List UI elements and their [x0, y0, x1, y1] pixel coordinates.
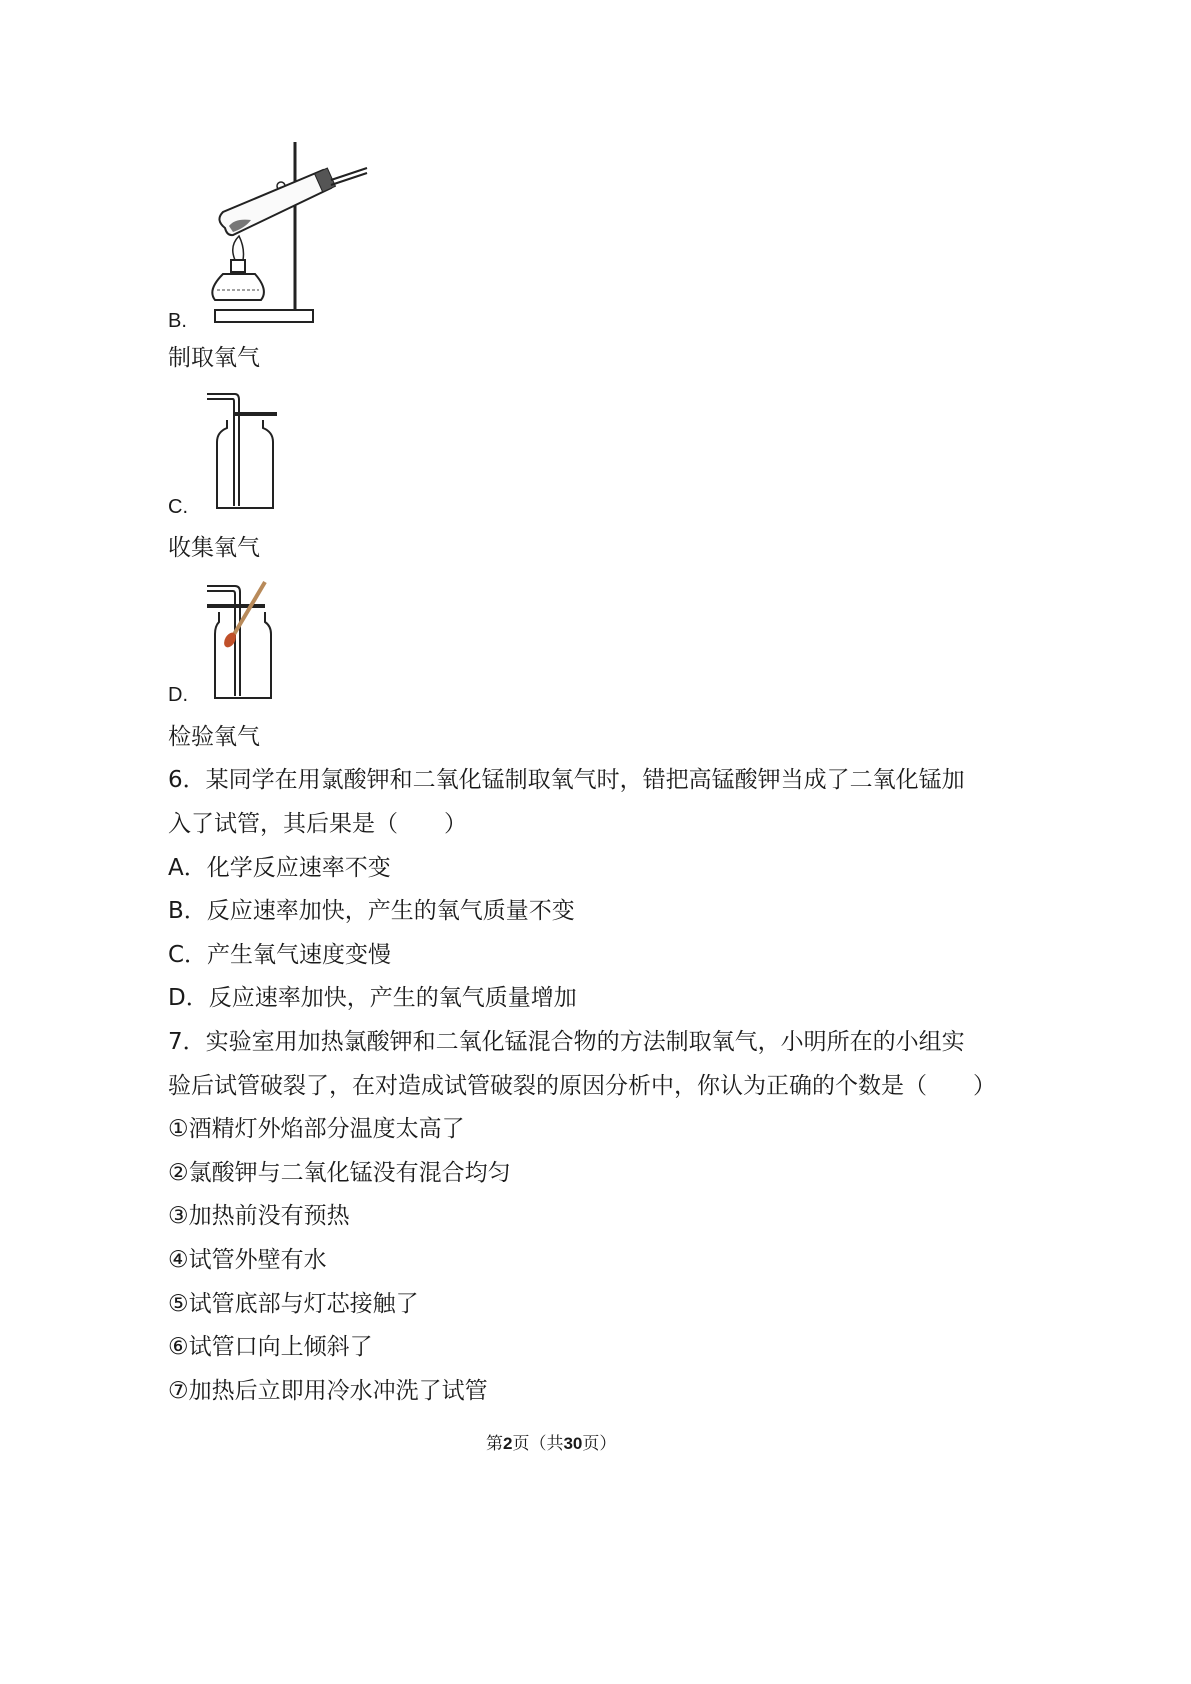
q6-stem-line2: 入了试管，其后果是（ ） — [168, 811, 467, 837]
footer-suffix: 页） — [582, 1434, 617, 1454]
page-footer — [486, 1433, 616, 1455]
q7-item-7: ⑦加热后立即用冷水冲洗了试管 — [168, 1378, 488, 1404]
option-d-letter: D. — [168, 684, 188, 706]
q6-stem-line1: 6．某同学在用氯酸钾和二氧化锰制取氧气时，错把高锰酸钾当成了二氧化锰加 — [168, 767, 965, 793]
gas-collecting-bottle-icon — [205, 390, 280, 515]
footer-prefix: 第 — [486, 1434, 503, 1454]
q7-item-2: ②氯酸钾与二氧化锰没有混合均匀 — [168, 1160, 511, 1186]
footer-middle: 页（共 — [512, 1434, 564, 1454]
footer-total-pages: 30 — [563, 1434, 583, 1453]
option-b-caption: 制取氧气 — [168, 345, 260, 371]
q7-stem-line2: 验后试管破裂了，在对造成试管破裂的原因分析中，你认为正确的个数是（ ） — [168, 1073, 996, 1099]
option-b-letter: B. — [168, 310, 187, 332]
option-c-letter: C. — [168, 496, 188, 518]
q6-choice-a: A．化学反应速率不变 — [168, 855, 391, 881]
heating-apparatus-icon — [205, 140, 370, 325]
q6-choice-b: B．反应速率加快，产生的氧气质量不变 — [168, 898, 575, 924]
footer-page-number: 2 — [503, 1434, 513, 1453]
q7-item-1: ①酒精灯外焰部分温度太高了 — [168, 1116, 465, 1142]
glowing-splint-test-icon — [205, 578, 280, 703]
q7-item-4: ④试管外壁有水 — [168, 1247, 327, 1273]
q7-stem-line1: 7．实验室用加热氯酸钾和二氧化锰混合物的方法制取氧气，小明所在的小组实 — [168, 1029, 965, 1055]
q7-item-5: ⑤试管底部与灯芯接触了 — [168, 1291, 419, 1317]
option-c-caption: 收集氧气 — [168, 535, 260, 561]
option-d-caption: 检验氧气 — [168, 724, 260, 750]
q6-choice-c: C．产生氧气速度变慢 — [168, 942, 392, 968]
q6-choice-d: D．反应速率加快，产生的氧气质量增加 — [168, 985, 577, 1011]
q7-item-3: ③加热前没有预热 — [168, 1203, 350, 1229]
q7-item-6: ⑥试管口向上倾斜了 — [168, 1334, 373, 1360]
